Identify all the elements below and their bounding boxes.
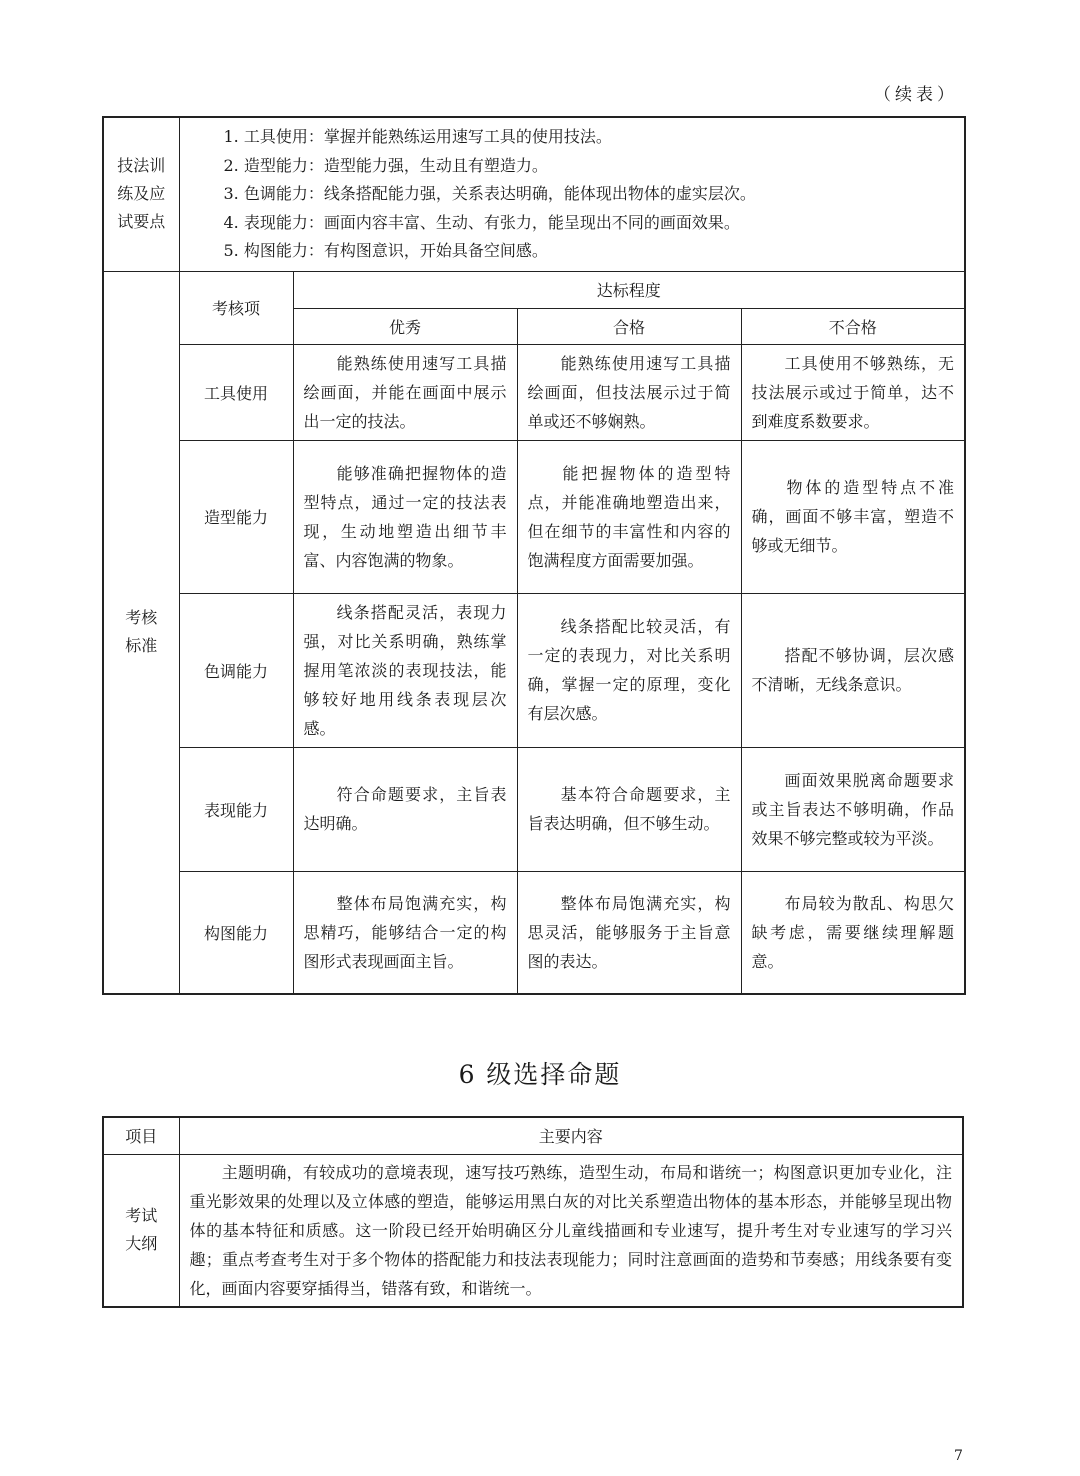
- criteria-text: 能够准确把握物体的造型特点，通过一定的技法表现，生动地塑造出细节丰富、内容饱满的物象。: [303, 463, 507, 570]
- assessment-label: [103, 271, 179, 994]
- criteria-pass: [517, 440, 741, 593]
- col-content-header: 主要内容: [179, 1117, 963, 1154]
- criteria-pass: [517, 871, 741, 994]
- criteria-pass: [517, 747, 741, 871]
- col-item-header: 项目: [103, 1117, 179, 1154]
- criteria-text: 能熟练使用速写工具描绘画面，但技法展示过于简单或还不够娴熟。: [527, 353, 731, 431]
- skills-label: [103, 117, 179, 271]
- outline-content: [179, 1154, 963, 1307]
- skills-item: 5. 构图能力：有构图意识，开始具备空间感。: [223, 241, 548, 260]
- criteria-excellent: [293, 747, 517, 871]
- criteria-row: [103, 593, 965, 747]
- criteria-text: 线条搭配灵活，表现力强，对比关系明确，熟练掌握用笔浓淡的表现技法，能够较好地用线条表现层次感。: [303, 602, 507, 738]
- criteria-text: 整体布局饱满充实，构思精巧，能够结合一定的构图形式表现画面主旨。: [303, 893, 507, 971]
- criteria-text: 线条搭配比较灵活，有一定的表现力，对比关系明确，掌握一定的原理，变化有层次感。: [527, 617, 731, 723]
- criteria-row: [103, 871, 965, 994]
- criteria-row: [103, 747, 965, 871]
- skills-list: [179, 117, 965, 271]
- skills-item: 3. 色调能力：线条搭配能力强，关系表达明确，能体现出物体的虚实层次。: [223, 184, 756, 203]
- criteria-pass: [517, 593, 741, 747]
- criteria-text: 能把握物体的造型特点，并能准确地塑造出来，但在细节的丰富性和内容的饱满程度方面需要加强。: [527, 463, 731, 570]
- level-header: 达标程度: [293, 271, 965, 308]
- criteria-text: 基本符合命题要求，主旨表达明确，但不够生动。: [527, 785, 731, 833]
- criteria-text: 搭配不够协调，层次感不清晰，无线条意识。: [751, 646, 955, 694]
- skills-row: [103, 117, 965, 271]
- continued-label: （续表）: [874, 85, 958, 105]
- criteria-item: 工具使用: [179, 344, 293, 440]
- criteria-row: [103, 440, 965, 593]
- outline-label-line: 大纲: [125, 1234, 158, 1253]
- criteria-excellent: [293, 871, 517, 994]
- level-fail: 不合格: [741, 308, 965, 344]
- criteria-fail: [741, 747, 965, 871]
- skills-item: 2. 造型能力：造型能力强，生动且有塑造力。: [223, 155, 548, 175]
- criteria-text: 能熟练使用速写工具描绘画面，并能在画面中展示出一定的技法。: [303, 353, 507, 431]
- criteria-text: 画面效果脱离命题要求或主旨表达不够明确，作品效果不够完整或较为平淡。: [751, 770, 955, 848]
- criteria-text: 整体布局饱满充实，构思灵活，能够服务于主旨意图的表达。: [527, 893, 731, 971]
- assessment-label-line: 考核: [125, 608, 158, 628]
- level-pass: 合格: [517, 308, 741, 344]
- page-number: 7: [954, 1448, 963, 1464]
- criteria-item: 色调能力: [179, 593, 293, 747]
- skills-item: 1. 工具使用：掌握并能熟练运用速写工具的使用技法。: [223, 127, 612, 146]
- criteria-row: [103, 344, 965, 440]
- criteria-item: 表现能力: [179, 747, 293, 871]
- skills-label-line: 技法训: [117, 156, 166, 176]
- criteria-pass: [517, 344, 741, 440]
- skills-label-line: 练及应: [117, 184, 166, 204]
- criteria-text: 符合命题要求，主旨表达明确。: [303, 785, 507, 833]
- criteria-fail: [741, 871, 965, 994]
- criteria-excellent: [293, 593, 517, 747]
- assessment-table: [102, 116, 966, 995]
- item-header: 考核项: [179, 271, 293, 344]
- criteria-excellent: [293, 440, 517, 593]
- outline-row: [103, 1154, 963, 1307]
- outline-table: [102, 1116, 964, 1308]
- criteria-text: 布局较为散乱、构思欠缺考虑，需要继续理解题意。: [751, 893, 955, 971]
- criteria-text: 工具使用不够熟练，无技法展示或过于简单，达不到难度系数要求。: [751, 353, 955, 431]
- criteria-item: 造型能力: [179, 440, 293, 593]
- level-excellent: 优秀: [293, 308, 517, 344]
- outline-text: 主题明确，有较成功的意境表现，速写技巧熟练，造型生动，布局和谐统一；构图意识更加专业化，注重光影效果的处理以及立体感的塑造，能够运用黑白灰的对比关系塑造出物体的基本形态，并能够呈现出物体的基本特征和质感。这一阶段已经开始明确区分儿童线描画和专业速写，提升考生对专业速写的学习兴趣；重点考查考生对于多个物体的搭配能力和技法表现能力；同时注意画面的造势和节奏感；用线条要有变化，画面内容要穿插得当，错落有致，和谐统一。: [189, 1162, 952, 1298]
- criteria-fail: [741, 593, 965, 747]
- criteria-fail: [741, 440, 965, 593]
- criteria-fail: [741, 344, 965, 440]
- section-title: 6 级选择命题: [458, 1060, 622, 1089]
- criteria-excellent: [293, 344, 517, 440]
- criteria-item: 构图能力: [179, 871, 293, 994]
- criteria-text: 物体的造型特点不准确，画面不够丰富，塑造不够或无细节。: [751, 478, 955, 555]
- outline-label: [103, 1154, 179, 1307]
- skills-label-line: 试要点: [117, 212, 166, 232]
- assessment-label-line: 标准: [125, 636, 158, 656]
- outline-header-row: [103, 1117, 963, 1154]
- assessment-header-row: [103, 271, 965, 308]
- outline-label-line: 考试: [125, 1206, 158, 1225]
- skills-item: 4. 表现能力：画面内容丰富、生动、有张力，能呈现出不同的画面效果。: [223, 212, 740, 232]
